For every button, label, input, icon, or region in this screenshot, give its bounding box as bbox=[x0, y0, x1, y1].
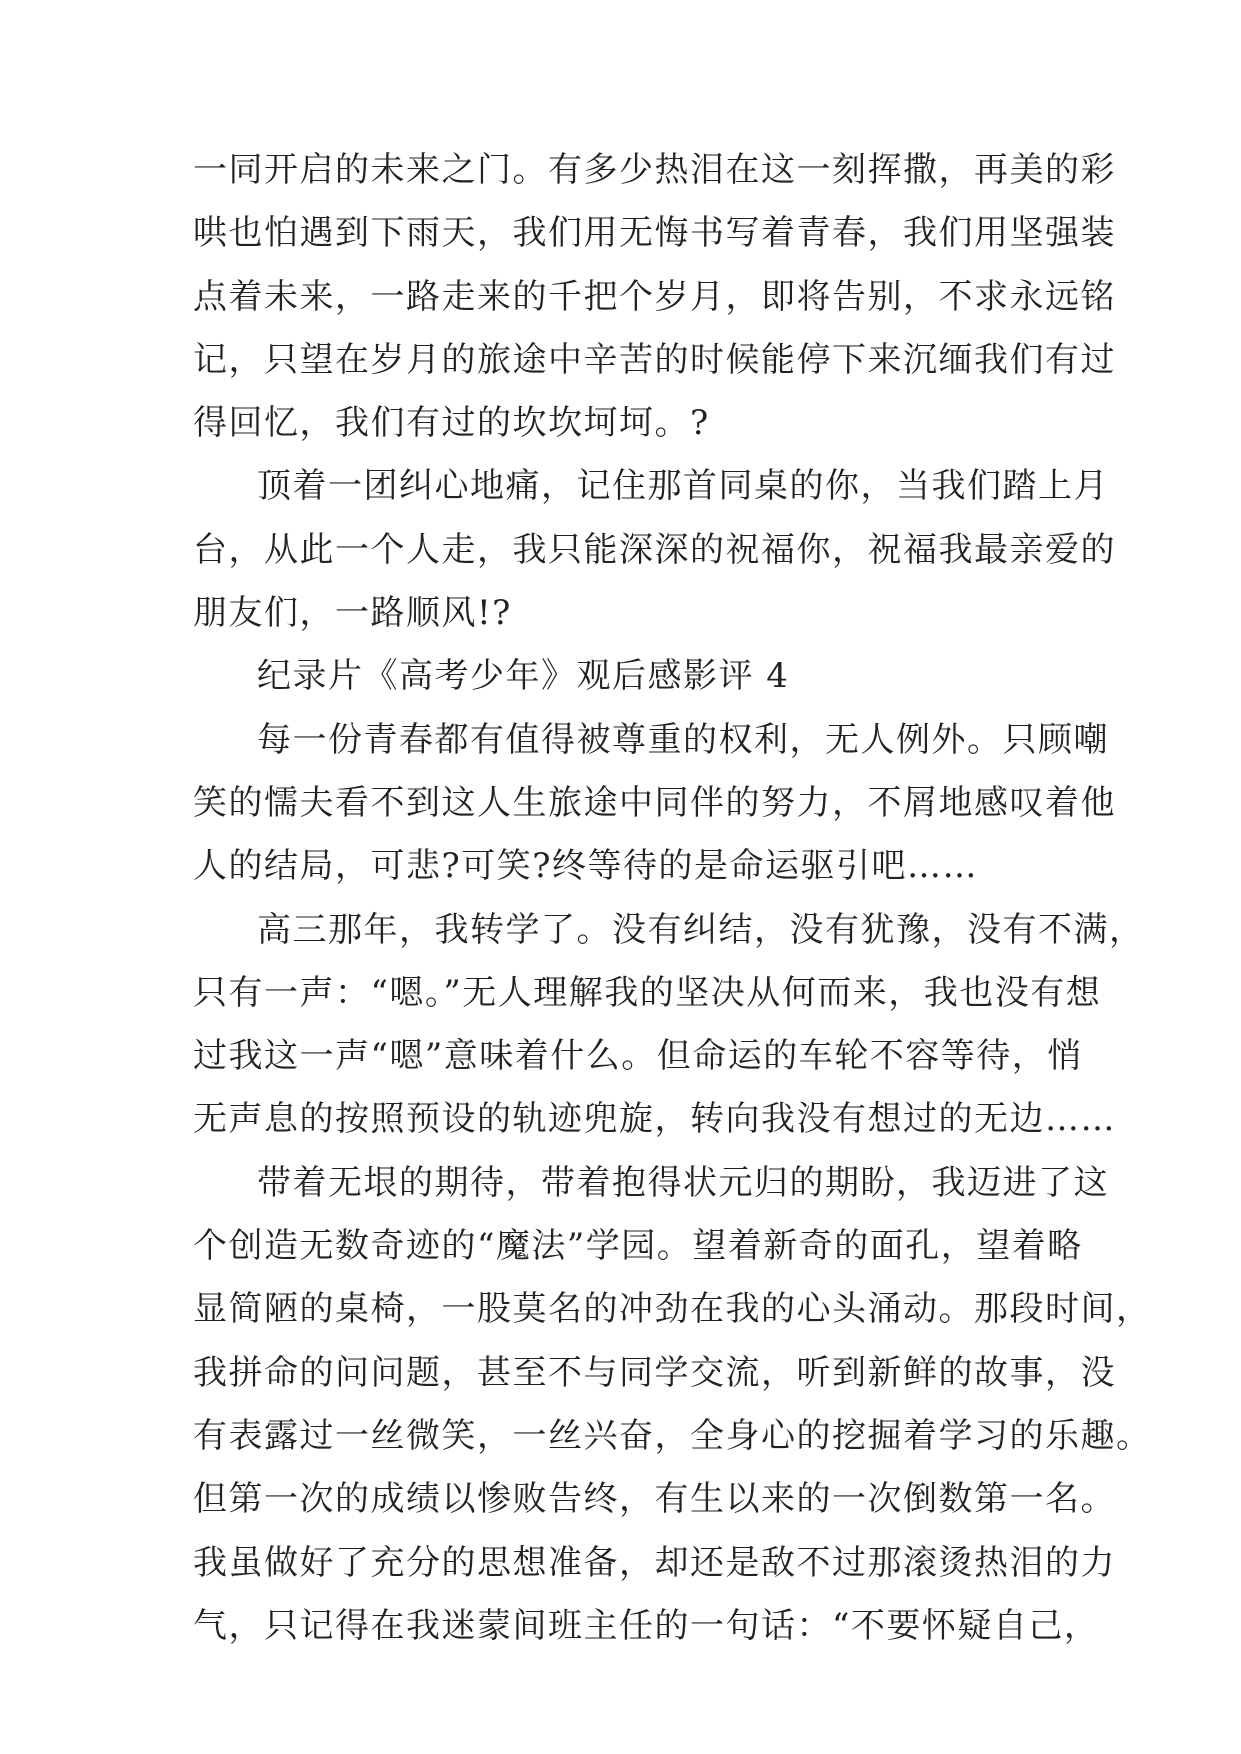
text-line: 个创造无数奇迹的“魔法”学园。望着新奇的面孔，望着略 bbox=[193, 1226, 1083, 1267]
text-line: 我拼命的问问题，甚至不与同学交流，听到新鲜的故事，没 bbox=[193, 1352, 1116, 1393]
paragraph-start-line: 高三那年，我转学了。没有纠结，没有犹豫，没有不满， bbox=[257, 909, 1145, 950]
text-line: 只有一声：“嗯。”无人理解我的坚决从何而来，我也没有想 bbox=[193, 972, 1102, 1013]
text-line: 笑的懦夫看不到这人生旅途中同伴的努力，不屑地感叹着他 bbox=[193, 782, 1116, 823]
text-line: 但第一次的成绩以惨败告终，有生以来的一次倒数第一名。 bbox=[193, 1479, 1116, 1520]
paragraph-start-line: 顶着一团纠心地痛，记住那首同桌的你，当我们踏上月 bbox=[257, 466, 1109, 507]
section-heading: 纪录片《高考少年》观后感影评 4 bbox=[257, 656, 790, 697]
text-line: 台，从此一个人走，我只能深深的祝福你，祝福我最亲爱的 bbox=[193, 529, 1116, 570]
text-line: 显简陋的桌椅，一股莫名的冲劲在我的心头涌动。那段时间， bbox=[193, 1289, 1152, 1330]
text-line: 无声息的按照预设的轨迹兜旋，转向我没有想过的无边…… bbox=[193, 1099, 1116, 1140]
text-line: 过我这一声“嗯”意味着什么。但命运的车轮不容等待，悄 bbox=[193, 1036, 1083, 1077]
text-line: 点着未来，一路走来的千把个岁月，即将告别，不求永远铭 bbox=[193, 276, 1116, 317]
text-line: 记，只望在岁月的旅途中辛苦的时候能停下来沉缅我们有过 bbox=[193, 339, 1116, 380]
paragraph-start-line: 带着无垠的期待，带着抱得状元归的期盼，我迈进了这 bbox=[257, 1162, 1109, 1203]
text-line: 朋友们，一路顺风!? bbox=[193, 593, 512, 634]
text-line: 人的结局，可悲?可笑?终等待的是命运驱引吧…… bbox=[193, 846, 978, 887]
text-line: 得回忆，我们有过的坎坎坷坷。? bbox=[193, 403, 710, 444]
paragraph-start-line: 每一份青春都有值得被尊重的权利，无人例外。只顾嘲 bbox=[257, 719, 1109, 760]
document-body bbox=[193, 139, 1152, 1658]
text-line: 气，只记得在我迷蒙间班主任的一句话：“不要怀疑自己， bbox=[193, 1605, 1100, 1646]
text-line: 我虽做好了充分的思想准备，却还是敌不过那滚烫热泪的力 bbox=[193, 1542, 1116, 1583]
text-line: 哄也怕遇到下雨天，我们用无悔书写着青春，我们用坚强装 bbox=[193, 213, 1116, 254]
text-line: 有表露过一丝微笑，一丝兴奋，全身心的挖掘着学习的乐趣。 bbox=[193, 1415, 1152, 1456]
text-line: 一同开启的未来之门。有多少热泪在这一刻挥撒，再美的彩 bbox=[193, 150, 1116, 190]
